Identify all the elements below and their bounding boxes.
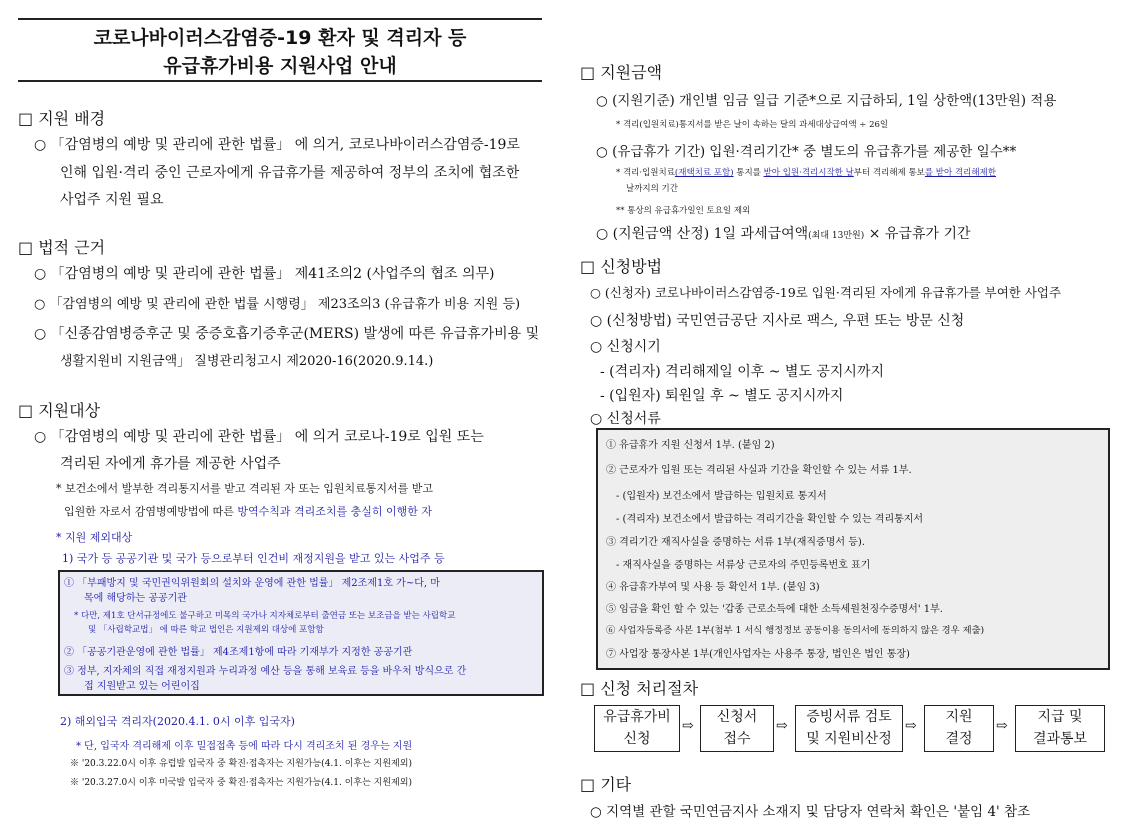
exclusion-heading: * 지원 제외대상 [56, 531, 133, 544]
target-text-1: ○ 「감염병의 예방 및 관리에 관한 법률」 에 의거 코로나-19로 입원 또는 [34, 429, 484, 445]
title-line-2: 유급휴가비용 지원사업 안내 [163, 55, 397, 77]
amount-note-2: * 격리·입원치료(재택치료 포함) 통지를 받아 입원·격리시작한 날부터 격리해제 통보를 받아 격리해제한 [616, 168, 996, 178]
doc-item-6: ⑥ 사업자등록증 사본 1부(첨부 1 서식 행정정보 공동이용 동의서에 동의하지 않은 경우 제출) [606, 625, 985, 636]
exclusion-box-1b: 목에 해당하는 공공기관 [84, 593, 187, 604]
background-text-2: 인해 입원·격리 중인 근로자에게 유급휴가를 제공하여 정부의 조치에 협조한 [60, 165, 520, 181]
legal-item-3b: 생활지원비 지원금액」 질병관리청고시 제2020-16(2020.9.14.) [60, 354, 434, 369]
amount-note-3: ** 통상의 유급휴가일인 토요일 제외 [616, 206, 751, 216]
legal-item-3: ○ 「신종감염병증후군 및 중증호흡기증후군(MERS) 발생에 따른 유급휴가비용 및 [34, 326, 540, 342]
exclusion-box-1a: ① 「부패방지 및 국민권익위원회의 설치와 운영에 관한 법률」 제2조제1호 가~다, 마 [64, 578, 440, 589]
process-step-4: 지원 결정 [924, 705, 994, 752]
exclusion-box-note-1: * 다만, 제1호 단서규정에도 불구하고 미목의 국가나 지자체로부터 출연금 또는 보조금을 받는 사립학교 [74, 611, 456, 621]
legal-item-2: ○ 「감염병의 예방 및 관리에 관한 법률 시행령」 제23조의3 (유급휴가 비용 지원 등) [34, 297, 521, 312]
arrow-icon: ⇨ [905, 718, 917, 734]
doc-item-5: ⑤ 임금을 확인 할 수 있는 '갑종 근로소득에 대한 소득세원천징수증명서' 1부. [606, 604, 943, 615]
title-line-1: 코로나바이러스감염증-19 환자 및 격리자 등 [93, 27, 467, 49]
method-docs: ○ 신청서류 [590, 411, 661, 427]
doc-item-4: ④ 유급휴가부여 및 사용 등 확인서 1부. (붙임 3) [606, 582, 820, 593]
process-step-2: 신청서 접수 [700, 705, 774, 752]
doc-item-3a: - 재직사실을 증명하는 서류상 근로자의 주민등록번호 표기 [616, 560, 871, 571]
exclusion-2-europe: ※ '20.3.22.0시 이후 유럽발 입국자 중 확진·접촉자는 지원가능(4.1. 이후는 지원제외) [70, 759, 412, 769]
background-text-1: ○ 「감염병의 예방 및 관리에 관한 법률」 에 의거, 코로나바이러스감염증-19로 [34, 137, 520, 153]
doc-item-1: ① 유급휴가 지원 신청서 1부. (붙임 2) [606, 440, 775, 451]
process-heading: □ 신청 처리절차 [580, 679, 699, 698]
background-text-3: 사업주 지원 필요 [60, 192, 164, 208]
target-note-2: 입원한 자로서 감염병예방법에 따른 방역수칙과 격리조치를 충실히 이행한 자 [64, 505, 433, 518]
exclusion-2-usa: ※ '20.3.27.0시 이후 미국발 입국자 중 확진·접촉자는 지원가능(4.1. 이후는 지원제외) [70, 778, 412, 788]
exclusion-box-2: ② 「공공기관운영에 관한 법률」 제4조제1항에 따라 기재부가 지정한 공공기관 [64, 647, 413, 658]
amount-note-1: * 격리(입원치료)통지서를 받은 날이 속하는 달의 과세대상급여액 ÷ 26일 [616, 120, 889, 130]
arrow-icon: ⇨ [996, 718, 1008, 734]
legal-heading: □ 법적 근거 [18, 238, 106, 257]
legal-item-1: ○ 「감염병의 예방 및 관리에 관한 법률」 제41조의2 (사업주의 협조 의무) [34, 266, 495, 282]
method-timing: ○ 신청시기 [590, 339, 661, 355]
exclusion-2-note: * 단, 입국자 격리해제 이후 밀접접촉 등에 따라 다시 격리조치 된 경우는 지원 [76, 741, 413, 752]
process-step-1: 유급휴가비 신청 [594, 705, 680, 752]
arrow-icon: ⇨ [682, 718, 694, 734]
arrow-icon: ⇨ [776, 718, 788, 734]
process-step-5: 지급 및 결과통보 [1015, 705, 1105, 752]
method-applicant: ○ (신청자) 코로나바이러스감염증-19로 입원·격리된 자에게 유급휴가를 부여한 사업주 [590, 285, 1062, 300]
etc-heading: □ 기타 [580, 775, 632, 794]
background-heading: □ 지원 배경 [18, 109, 106, 128]
amount-note-2b: 날까지의 기간 [626, 184, 678, 194]
process-step-3: 증빙서류 검토 및 지원비산정 [795, 705, 903, 752]
etc-item-1: ○ 지역별 관할 국민연금지사 소재지 및 담당자 연락처 확인은 '붙임 4' 참조 [590, 804, 1031, 820]
doc-item-2: ② 근로자가 입원 또는 격리된 사실과 기간을 확인할 수 있는 서류 1부. [606, 465, 912, 476]
method-timing-hospital: - (입원자) 퇴원일 후 ~ 별도 공지시까지 [600, 388, 844, 404]
doc-item-7: ⑦ 사업장 통장사본 1부(개인사업자는 사용주 통장, 법인은 법인 통장) [606, 649, 910, 660]
document-title [18, 18, 542, 82]
exclusion-1: 1) 국가 등 공공기관 및 국가 등으로부터 인건비 재정지원을 받고 있는 사업주 등 [62, 552, 445, 565]
target-note-1: * 보건소에서 발부한 격리통지서를 받고 격리된 자 또는 입원치료통지서를 받고 [56, 482, 433, 495]
exclusion-box-3a: ③ 정부, 지자체의 직접 재정지원과 누리과정 예산 등을 통해 보육료 등을 바우처 방식으로 간 [64, 666, 467, 677]
target-heading: □ 지원대상 [18, 401, 101, 420]
exclusion-box-note-2: 및 「사립학교법」 에 따른 학교 법인은 지원제외 대상에 포함함 [88, 625, 324, 635]
amount-item-2: ○ (유급휴가 기간) 입원·격리기간* 중 별도의 유급휴가를 제공한 일수** [596, 144, 1017, 160]
amount-item-1: ○ (지원기준) 개인별 임금 일급 기준*으로 지급하되, 1일 상한액(13만원) 적용 [596, 93, 1057, 109]
method-heading: □ 신청방법 [580, 257, 663, 276]
doc-item-2b: - (격리자) 보건소에서 발급하는 격리기간을 확인할 수 있는 격리통지서 [616, 514, 924, 525]
amount-heading: □ 지원금액 [580, 63, 663, 82]
target-text-2: 격리된 자에게 휴가를 제공한 사업주 [60, 456, 281, 472]
exclusion-2: 2) 해외입국 격리자(2020.4.1. 0시 이후 입국자) [60, 715, 295, 728]
doc-item-2a: - (입원자) 보건소에서 발급하는 입원치료 통지서 [616, 491, 827, 502]
method-way: ○ (신청방법) 국민연금공단 지사로 팩스, 우편 또는 방문 신청 [590, 313, 965, 329]
exclusion-box-3b: 접 지원받고 있는 어린이집 [84, 681, 200, 692]
doc-item-3: ③ 격리기간 재직사실을 증명하는 서류 1부(재직증명서 등). [606, 537, 865, 548]
method-timing-quarantine: - (격리자) 격리해제일 이후 ~ 별도 공지시까지 [600, 364, 884, 380]
amount-item-3: ○ (지원금액 산정) 1일 과세급여액(최대 13만원) × 유급휴가 기간 [596, 226, 971, 242]
